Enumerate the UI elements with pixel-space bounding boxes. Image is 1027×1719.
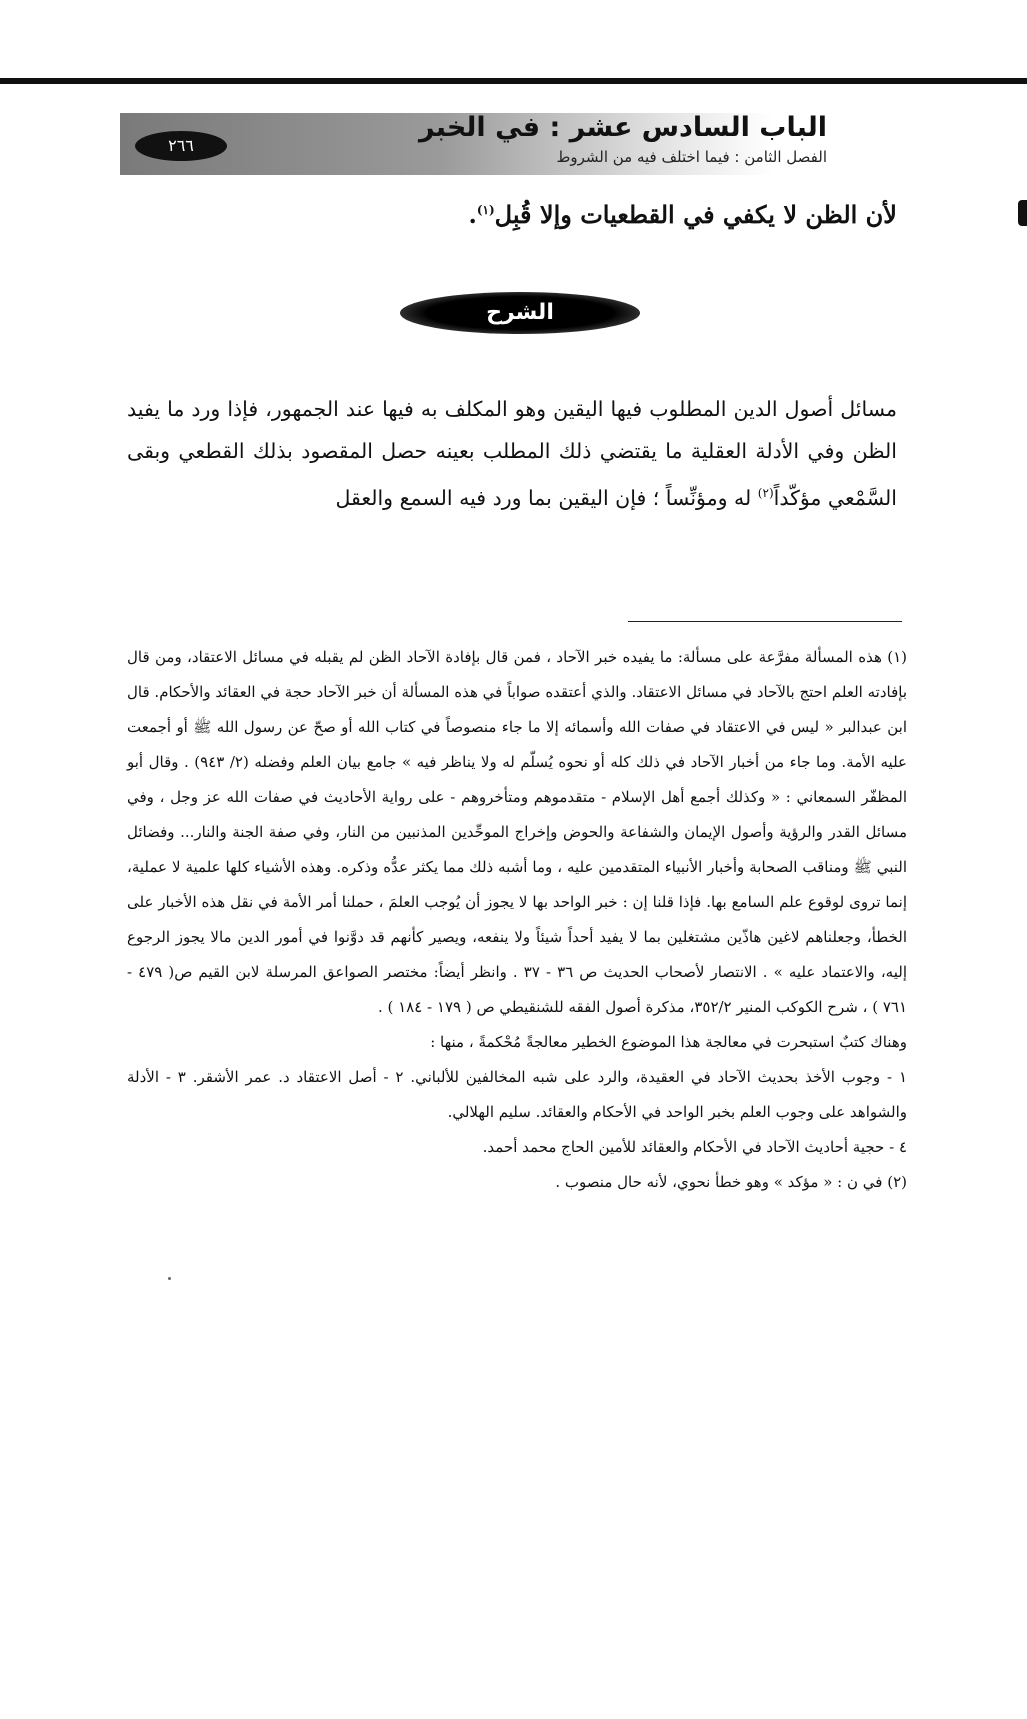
footnote-1-books-list: ١ - وجوب الأخذ بحديث الآحاد في العقيدة، والرد على شبه المخالفين للألباني. ٢ - أصل الاعتقاد د. عمر الأشقر. ٣ - الأدلة والشواهد على وجوب العلم بخبر الواحد في الأحكام والعقائد. سليم الهلالي. xyxy=(127,1068,907,1121)
footnote-2: (٢) في ن : « مؤكد » وهو خطأ نحوي، لأنه حال منصوب . xyxy=(555,1173,907,1191)
main-text-line xyxy=(468,200,897,229)
footnote-1: (١) هذه المسألة مفرَّعة على مسألة: ما يفيده خبر الآحاد ، فمن قال بإفادة الآحاد الظن لم يقبله في مسائل الاعتقاد، ومن قال بإفادته العلم احتج بالآحاد في مسائل الاعتقاد. والذي أعتقده صواباً في هذه المسألة أن خبر الآحاد حجة في العقائد والأحكام. قال ابن عبدالبر « ليس في الاعتقاد في صفات الله وأسمائه إلا ما جاء منصوصاً في كتاب الله أو صحّ عن رسول الله ﷺ أو أجمعت عليه الأمة. وما جاء من أخبار الآحاد في ذلك كله أو نحوه يُسلّم له ولا يناظر فيه » جامع بيان العلم وفضله (٢/ ٩٤٣) . وقال أبو المظفّر السمعاني : « وكذلك أجمع أهل الإسلام - متقدموهم ومتأخروهم - على رواية الأحاديث في صفات الله عز وجل ، وفي مسائل القدر والرؤية وأصول الإيمان والشفاعة والحوض وإخراج الموحِّدين المذنبين من النار، وفي صفة الجنة والنار... وفضائل النبي ﷺ ومناقب الصحابة وأخبار الأنبياء المتقدمين عليه ، وما أشبه ذلك مما يكثر عدُّه وذكره. وهذه الأشياء كلها علمية لا عملية، إنما تروى لوقوع علم السامع بها. فإذا قلنا إن : خبر الواحد بها لا يجوز أن يُوجب العلمَ ، حملنا أمر الأمة في نقل هذه الأخبار على الخطأ، وجعلناهم لاغين هاذّين مشتغلين بما لا يفيد أحداً شيئاً ولا ينفعه، ويصير كأنهم قد دوَّنوا في أمور الدين مالا يجوز الرجوع إليه، والاعتماد عليه » . الانتصار لأصحاب الحديث ص ٣٦ - ٣٧ . وانظر أيضاً: مختصر الصواعق المرسلة لابن القيم ص( ٤٧٩ - ٧٦١ ) ، شرح الكوكب المنير ٣٥٢/٢، مذكرة أصول الفقه للشنقيطي ص ( ١٧٩ - ١٨٤ ) . xyxy=(127,648,907,1016)
top-rule xyxy=(0,78,1027,84)
page-number: ٢٦٦ xyxy=(135,131,227,161)
footnote-1-books-intro: وهناك كتبٌ استبحرت في معالجة هذا الموضوع الخطير معالجةً مُحْكمةً ، منها : xyxy=(430,1033,907,1051)
main-text: لأن الظن لا يكفي في القطعيات وإلا قُبِل xyxy=(494,200,897,229)
footnote-separator xyxy=(628,621,902,622)
footnote-ref-2: (٢) xyxy=(757,486,774,500)
footnote-1-books-item-4: ٤ - حجية أحاديث الآحاد في الأحكام والعقائد للأمين الحاج محمد أحمد. xyxy=(482,1138,907,1156)
scan-speck xyxy=(168,1277,171,1280)
commentary-paragraph xyxy=(127,388,897,519)
footnotes xyxy=(127,640,907,1200)
section-subtitle: الفصل الثامن : فيما اختلف فيه من الشروط xyxy=(556,148,827,166)
footnote-ref-1: (١) xyxy=(476,203,495,217)
chapter-title: الباب السادس عشر : في الخبر xyxy=(419,112,827,143)
page-edge-mark xyxy=(1018,200,1027,226)
commentary-text: مسائل أصول الدين المطلوب فيها اليقين وهو المكلف به فيها عند الجمهور، فإذا ورد ما يفيد الظن وفي الأدلة العقلية ما يقتضي ذلك المطلب بعينه حصل المقصود بذلك القطعي وبقى السَّمْعي مؤكّداً xyxy=(127,397,897,510)
commentary-text-tail: له ومؤنِّساً ؛ فإن اليقين بما ورد فيه السمع والعقل xyxy=(335,485,752,510)
commentary-body xyxy=(127,388,897,519)
main-text-end: . xyxy=(468,200,477,229)
commentary-badge xyxy=(400,292,640,334)
commentary-badge-label: الشرح xyxy=(486,300,554,325)
